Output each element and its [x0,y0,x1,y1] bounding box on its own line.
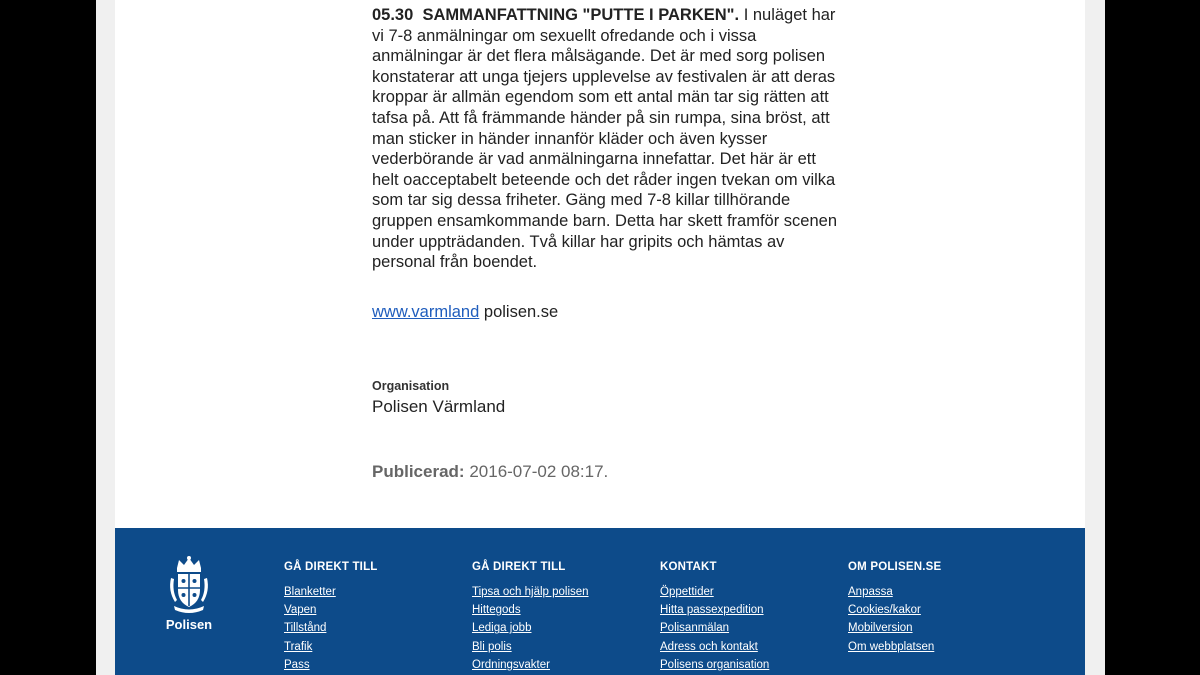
article-body-text: I nuläget har vi 7-8 anmälningar om sexuellt ofredande och i vissa anmälningar är det flera målsägande. Det är med sorg polisen konstaterar att unga tjejers upplevelse av festivalen är att deras kroppar är allmän egendom som ett antal män tar sig rätten att tafsa på. Att få främmande händer på sin rumpa, sina bröst, att man sticker in händer innanför kläder och även kysser vederbörande är vad anmälningarna innefattar. Det här är ett helt oacceptabelt beteende och det råder ingen tvekan om vilka som tar sig dessa friheter. Gäng med 7-8 killar tillhörande gruppen ensamkommande barn. Detta har skett framför scenen under uppträdanden. Två killar har gripits och hämtas av personal från boendet. [372,6,837,272]
footer-link-tillstand[interactable]: Tillstånd [284,622,327,635]
footer-link-passexpedition[interactable]: Hitta passexpedition [660,604,764,617]
footer-link-organisation[interactable]: Polisens organisation [660,658,770,671]
article-headline-text: SAMMANFATTNING "PUTTE I PARKEN". [422,6,740,24]
site-footer [115,528,1085,675]
footer-link-ordningsvakter[interactable]: Ordningsvakter [472,658,550,671]
organisation-value: Polisen Värmland [372,397,506,416]
footer-column-heading: OM POLISEN.SE [848,561,942,573]
published-label: Publicerad: [372,462,465,481]
footer-link-tipsa[interactable]: Tipsa och hjälp polisen [472,586,589,598]
footer-link-polisanmalan[interactable]: Polisanmälan [660,622,730,635]
footer-column-4 [848,561,941,656]
article-headline [372,6,739,24]
footer-column-heading: KONTAKT [660,561,717,573]
footer-link-mobilversion[interactable]: Mobilversion [848,622,913,635]
polisen-logo[interactable] [160,556,218,632]
footer-link-trafik[interactable]: Trafik [284,640,313,653]
article-body [372,5,842,273]
organisation-label: Organisation [372,379,450,393]
page-frame [96,0,1105,675]
footer-link-pass[interactable]: Pass [284,658,310,671]
footer-column-heading: GÅ DIREKT TILL [472,561,566,573]
footer-link-adress-kontakt[interactable]: Adress och kontakt [660,640,758,653]
footer-column-heading: GÅ DIREKT TILL [284,561,378,573]
footer-link-om-webbplatsen[interactable]: Om webbplatsen [848,640,935,653]
source-link-line [372,303,558,322]
article-page [115,0,1085,528]
footer-link-oppettider[interactable]: Öppettider [660,586,714,598]
footer-column-2 [472,561,589,674]
logo-text: Polisen [165,617,213,632]
footer-link-vapen[interactable]: Vapen [284,604,317,617]
footer-column-1 [284,561,378,674]
article-time: 05.30 [372,6,414,24]
published-line [372,462,608,482]
varmland-link[interactable]: www.varmland [372,303,480,321]
link-suffix: polisen.se [483,303,559,321]
published-value: 2016-07-02 08:17. [469,462,609,481]
footer-link-blanketter[interactable]: Blanketter [284,586,336,598]
footer-link-hittegods[interactable]: Hittegods [472,604,521,617]
article-content [372,5,842,273]
footer-link-bli-polis[interactable]: Bli polis [472,640,512,653]
footer-link-anpassa[interactable]: Anpassa [848,586,893,598]
footer-link-cookies[interactable]: Cookies/kakor [848,604,921,617]
police-crest-icon [167,556,211,614]
footer-link-lediga-jobb[interactable]: Lediga jobb [472,622,532,635]
footer-column-3 [660,561,769,674]
